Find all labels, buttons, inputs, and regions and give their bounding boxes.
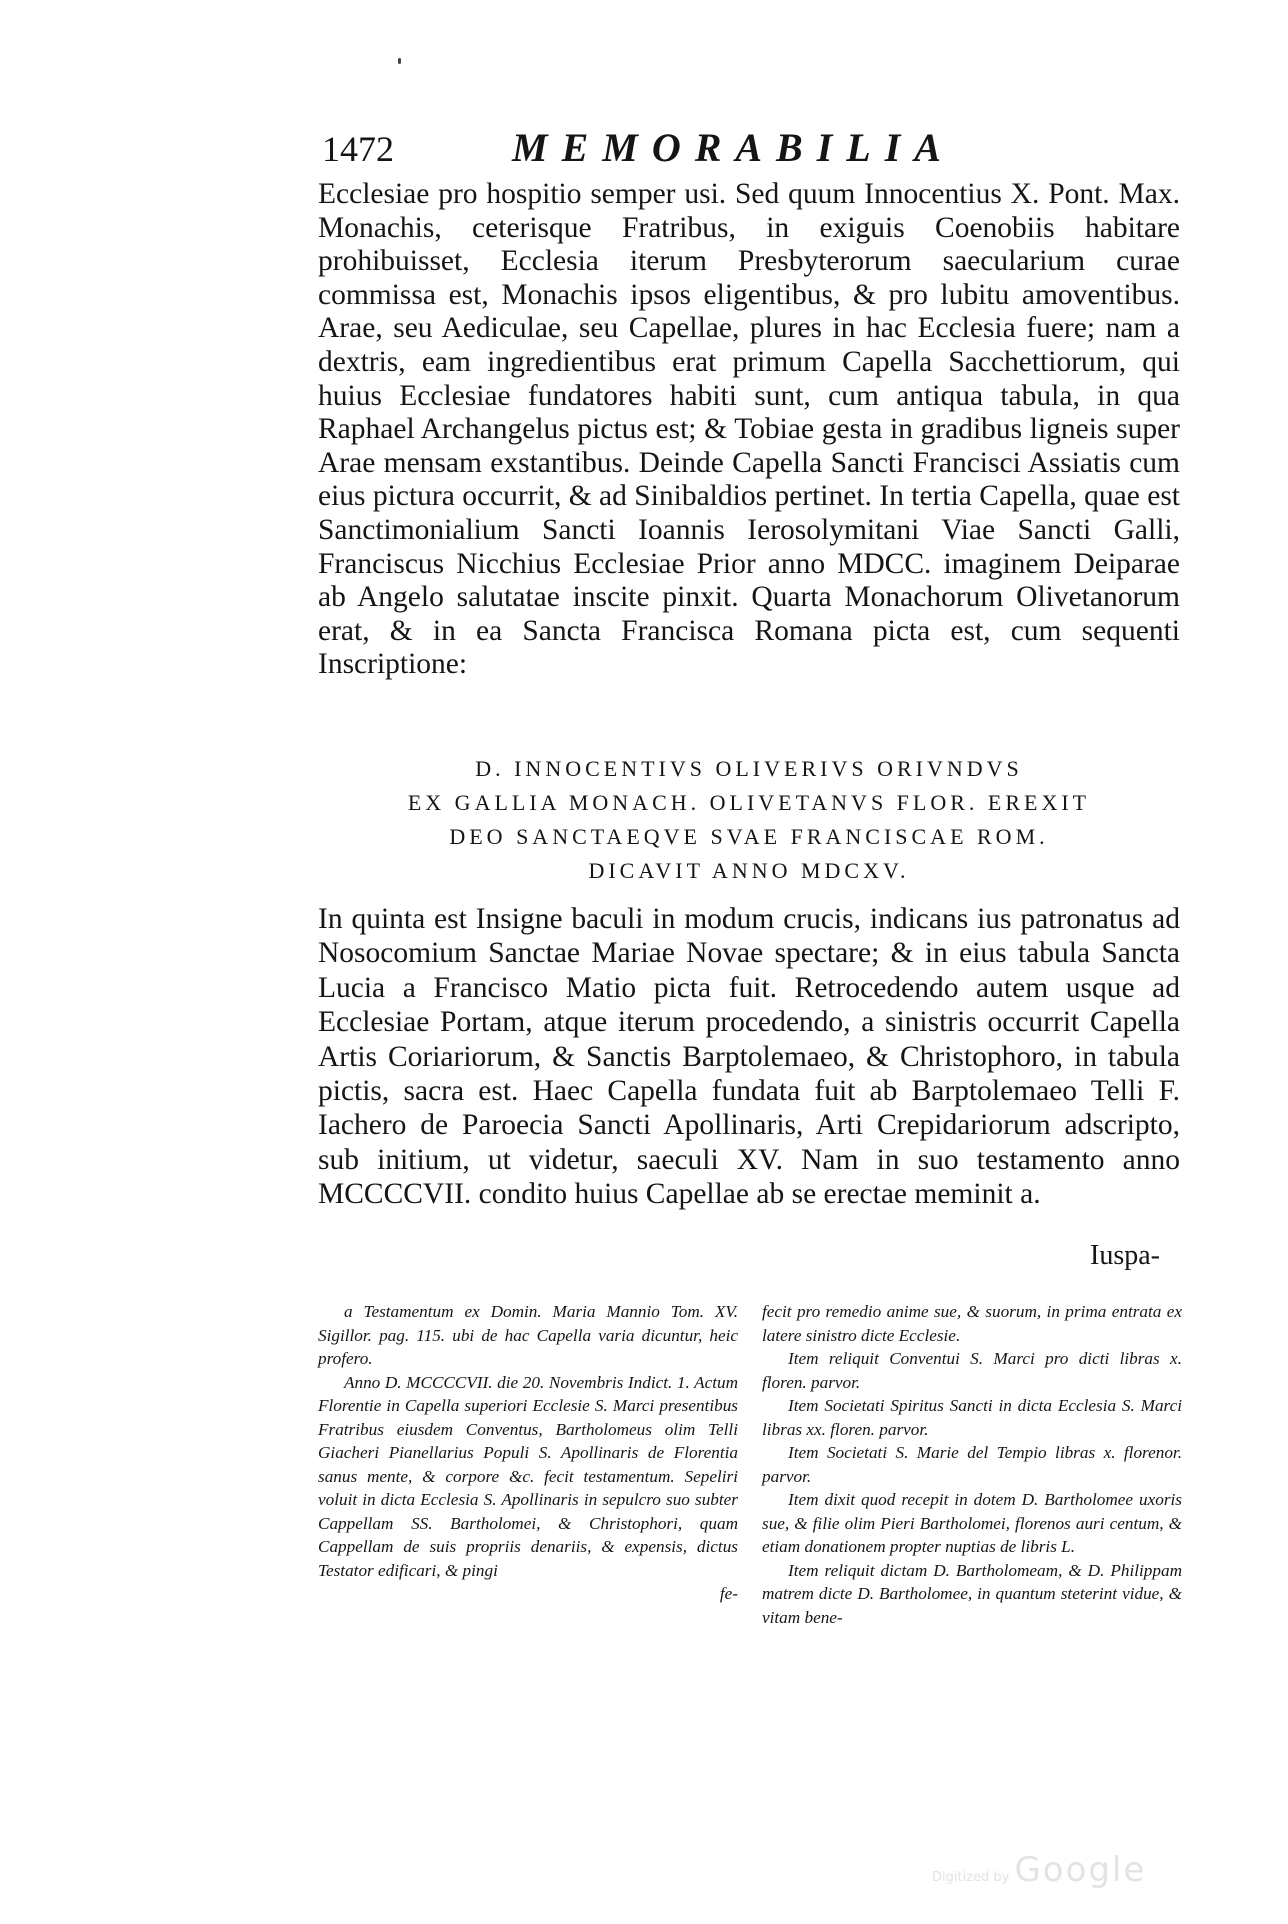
- footnote-paragraph: Item Societati Spiritus Sancti in dicta Ecclesia S. Marci libras xx. floren. parvor.: [762, 1396, 1182, 1439]
- footnote-paragraph: Item reliquit Conventui S. Marci pro dicti libras x. floren. parvor.: [762, 1349, 1182, 1392]
- footnote-paragraph: fecit pro remedio anime sue, & suorum, in prima entrata ex latere sinistro dicte Ecclesie.: [762, 1302, 1182, 1345]
- page-number: 1472: [322, 129, 394, 169]
- body-paragraph-1: Ecclesiae pro hospitio semper usi. Sed quum Innocentius X. Pont. Max. Monachis, ceterisque Fratribus, in exiguis Coenobiis habitare prohibuisset, Ecclesia iterum Presbyterorum saecularium curae commissa est, Monachis ipsos eligentibus, & pro lubitu amoventibus. Arae, seu Aediculae, seu Capellae, plures in hac Ecclesia fuere; nam a dextris, eam ingredientibus erat primum Capella Sacchettiorum, qui huius Ecclesiae fundatores habiti sunt, cum antiqua tabula, in qua Raphael Archangelus pictus est; & Tobiae gesta in gradibus ligneis super Arae mensam exstantibus. Deinde Capella Sancti Francisci Assiatis cum eius pictura occurrit, & ad Sinibaldios pertinet. In tertia Capella, quae est Sanctimonialium Sancti Ioannis Ierosolymitani Viae Sancti Galli, Franciscus Nicchius Ecclesiae Prior anno MDCC. imaginem Deiparae ab Angelo salutatae inscite pinxit. Quarta Monachorum Olivetanorum erat, & in ea Sancta Francisca Romana picta est, cum sequenti Inscriptione:: [318, 178, 1180, 681]
- inscription-line: EX GALLIA MONACH. OLIVETANVS FLOR. EREXIT: [407, 790, 1091, 815]
- footnote-column-left: [318, 1300, 738, 1606]
- footnote-paragraph: Item Societati S. Marie del Tempio libras x. florenor. parvor.: [762, 1443, 1182, 1486]
- footnote-column-right: [762, 1300, 1182, 1629]
- watermark-prefix: Digitized by: [932, 1870, 1010, 1885]
- catchword: Iuspa-: [1090, 1240, 1160, 1271]
- digitization-watermark: [932, 1850, 1146, 1890]
- footnote-paragraph: Anno D. MCCCCVII. die 20. Novembris Indict. 1. Actum Florentie in Capella superiori Ecclesie S. Marci presentibus Fratribus eiusdem Conventus, Bartholomeus olim Telli Giacheri Pianellarius Populi S. Apollinaris de Florentia sanus mente, & corpore &c. fecit testamentum. Sepeliri voluit in dicta Ecclesia S. Apollinaris in sepulcro suo subter Cappellam SS. Bartholomei, & Christophori, quam Cappellam de suis propriis denariis, & expensis, dictus Testator edificari, & pingi: [318, 1372, 738, 1580]
- footnote-paragraph: Item reliquit dictam D. Bartholomeam, & D. Philippam matrem dicte D. Bartholomee, in quantum steterint vidue, & vitam bene-: [762, 1560, 1182, 1627]
- footnote-catchword: fe-: [719, 1584, 738, 1603]
- body-paragraph-2: In quinta est Insigne baculi in modum crucis, indicans ius patronatus ad Nosocomium Sanctae Mariae Novae spectare; & in eius tabula Sancta Lucia a Francisco Matio picta fuit. Retrocedendo autem usque ad Ecclesiae Portam, atque iterum procedendo, a sinistris occurrit Capella Artis Coriariorum, & Sanctis Barptolemaeo, & Christophoro, in tabula pictis, sacra est. Haec Capella fundata fuit ab Barptolemaeo Telli F. Iachero de Paroecia Sancti Apollinaris, Arti Crepidariorum adscripto, sub initium, ut videtur, saeculi XV. Nam in suo testamento anno MCCCCVII. condito huius Capellae ab se erectae meminit a.: [318, 903, 1180, 1211]
- inscription-line: DEO SANCTAEQVE SVAE FRANCISCAE ROM.: [449, 824, 1049, 849]
- footnote-paragraph: Item dixit quod recepit in dotem D. Bartholomee uxoris sue, & filie olim Pieri Bartholomei, florenos auri centum, & etiam donationem propter nuptias de libris L.: [762, 1490, 1182, 1556]
- inscription-line: DICAVIT ANNO MDCXV.: [588, 858, 910, 883]
- inscription-block: [318, 752, 1180, 888]
- ink-speck: [398, 58, 401, 64]
- inscription-line: D. INNOCENTIVS OLIVERIVS ORIVNDVS: [475, 756, 1023, 781]
- footnote-paragraph: a Testamentum ex Domin. Maria Mannio Tom. XV. Sigillor. pag. 115. ubi de hac Capella varia dicuntur, heic profero.: [318, 1302, 738, 1368]
- running-title: MEMORABILIA: [512, 125, 955, 170]
- google-logo: Google: [1014, 1850, 1147, 1890]
